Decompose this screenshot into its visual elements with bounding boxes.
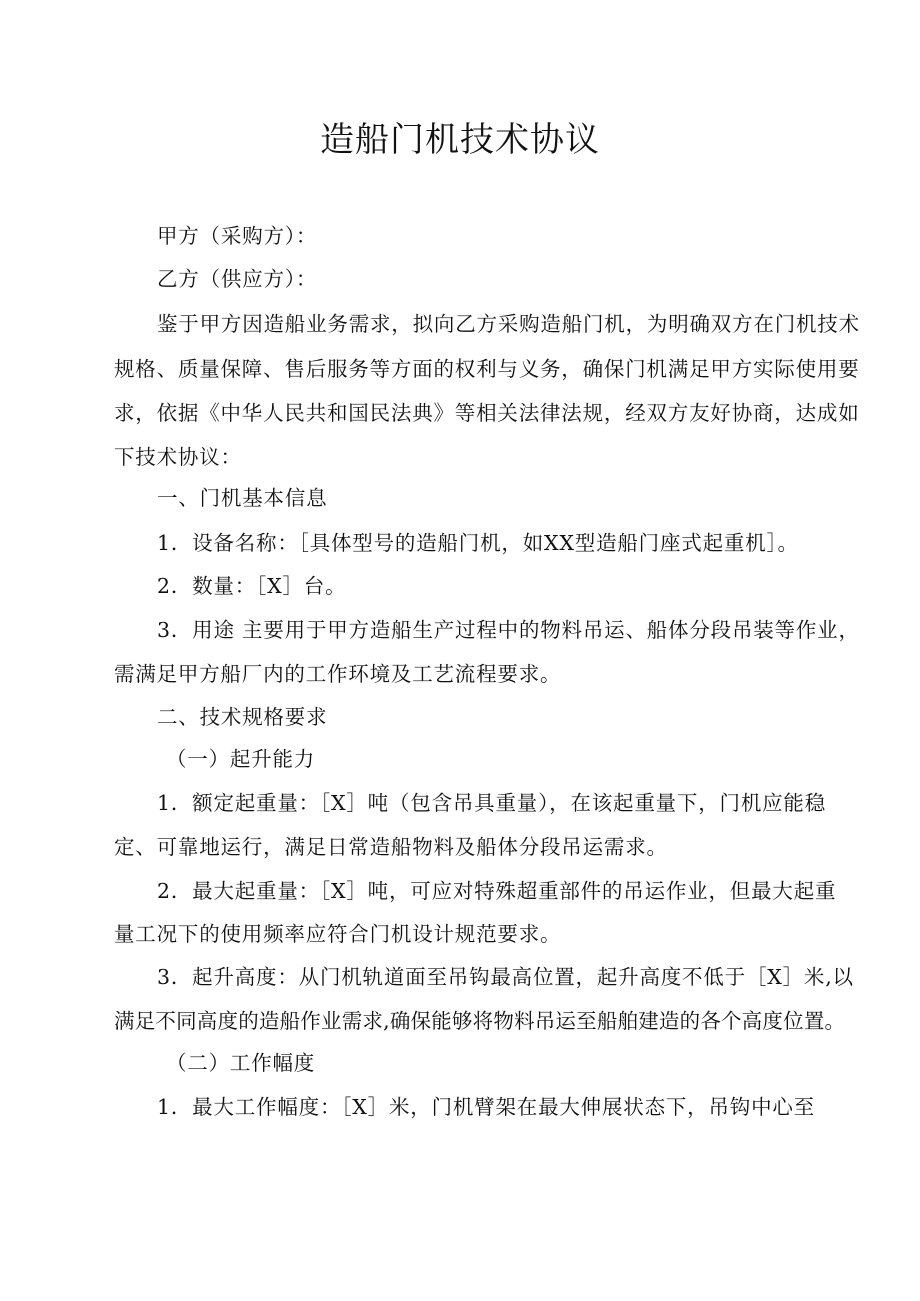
preamble-line-3: 求，依据《中华人民共和国民法典》等相关法律法规，经双方友好协商，达成如 (114, 401, 860, 425)
preamble-line-2: 规格、质量保障、售后服务等方面的权利与义务，确保门机满足甲方实际使用要 (114, 357, 860, 381)
preamble-line-1: 鉴于甲方因造船业务需求，拟向乙方采购造船门机，为明确双方在门机技术 (157, 312, 860, 336)
preamble-line-4: 下技术协议： (114, 445, 242, 469)
section2-sub2-heading: （二）工作幅度 (166, 1051, 316, 1075)
section2-sub2-item1: 1．最大工作幅度：［X］米，门机臂架在最大伸展状态下，吊钩中心至 (157, 1095, 815, 1119)
section1-item3-line2: 需满足甲方船厂内的工作环境及工艺流程要求。 (114, 662, 562, 686)
section2-sub1-item3-line2: 满足不同高度的造船作业需求,确保能够将物料吊运至船舶建造的各个高度位置。 (114, 1009, 846, 1033)
section1-item2: 2．数量：［X］台。 (157, 574, 347, 598)
section2-sub1-item3-line1: 3．起升高度：从门机轨道面至吊钩最高位置，起升高度不低于［X］米,以 (157, 965, 854, 989)
section2-heading: 二、技术规格要求 (157, 705, 328, 729)
section2-sub1-item1-line2: 定、可靠地运行，满足日常造船物料及船体分段吊运需求。 (114, 835, 668, 859)
party-b-line: 乙方（供应方）： (157, 267, 318, 291)
document-title: 造船门机技术协议 (320, 120, 600, 160)
party-a-line: 甲方（采购方）： (157, 224, 318, 248)
section1-item3-line1: 3．用途 主要用于甲方造船生产过程中的物料吊运、船体分段吊装等作业， (157, 618, 860, 642)
section2-sub1-item2-line1: 2．最大起重量：［X］吨，可应对特殊超重部件的吊运作业，但最大起重 (157, 879, 837, 903)
section1-item1: 1．设备名称：［具体型号的造船门机，如XX型造船门座式起重机］。 (157, 531, 799, 555)
section2-sub1-item2-line2: 量工况下的使用频率应符合门机设计规范要求。 (114, 922, 562, 946)
section2-sub1-item1-line1: 1．额定起重量：［X］吨（包含吊具重量），在该起重量下，门机应能稳 (157, 791, 827, 815)
section1-heading: 一、门机基本信息 (157, 486, 328, 510)
section2-sub1-heading: （一）起升能力 (166, 747, 316, 771)
